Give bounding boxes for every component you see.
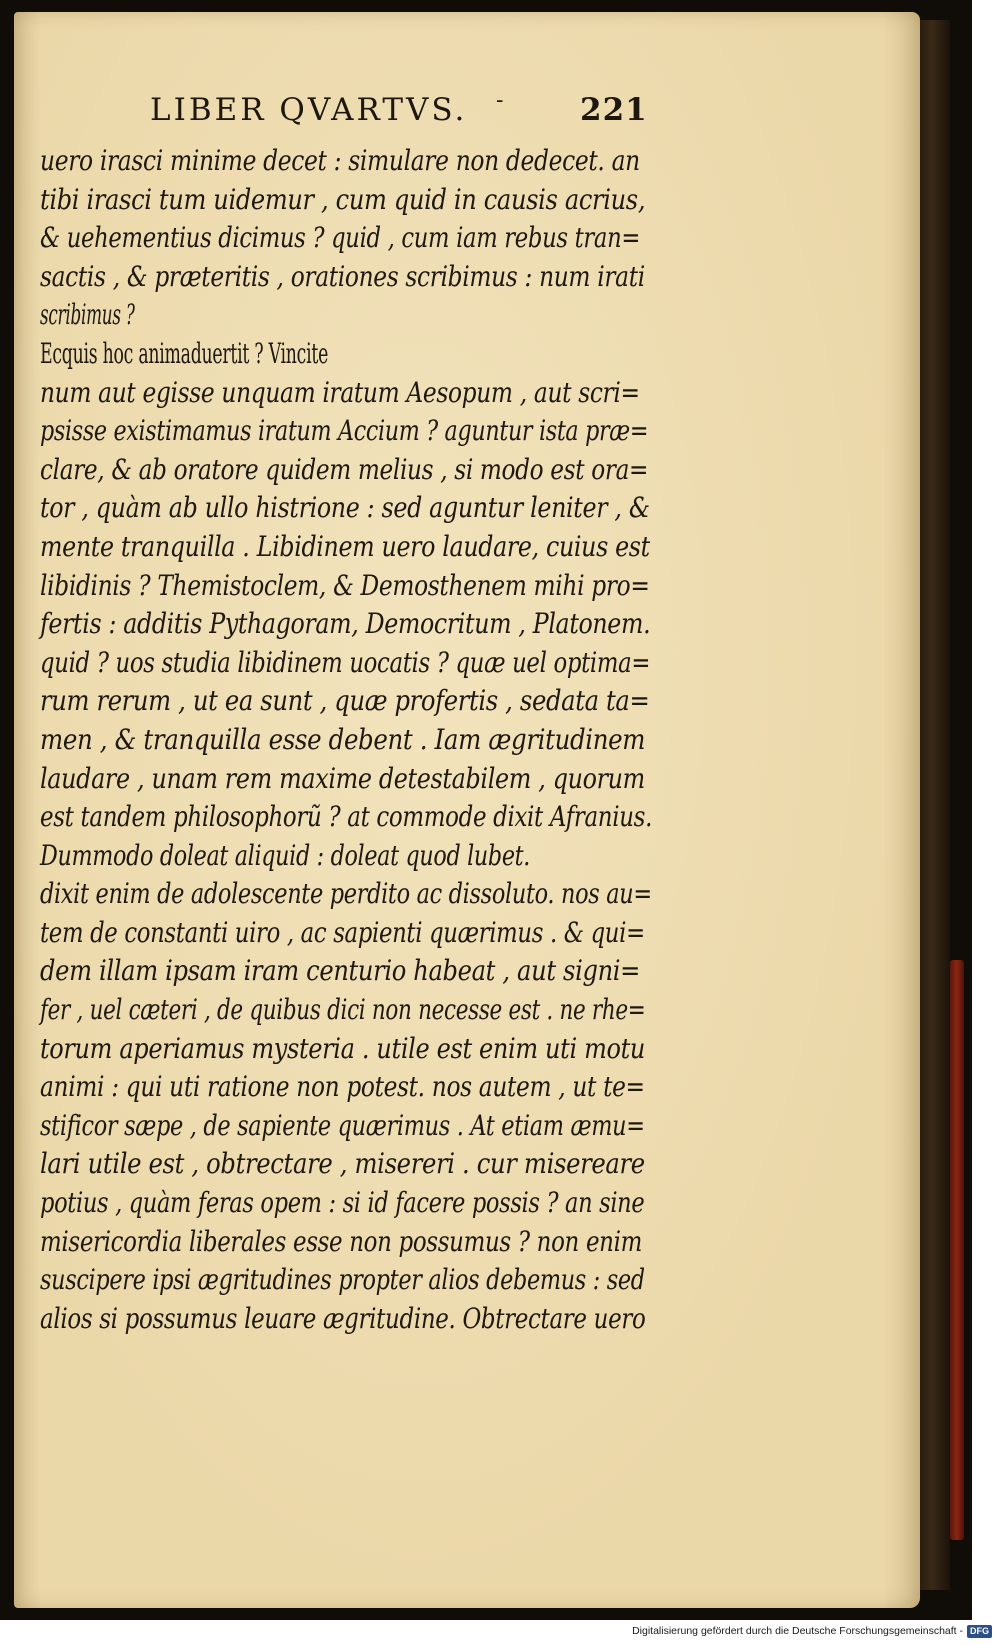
running-head-title: LIBER QVARTVS. (150, 92, 468, 128)
text-line: rum rerum , ut ea sunt , quæ profertis , sedata ta= (40, 684, 650, 718)
running-head-dash: - (496, 88, 507, 113)
text-line: fer , uel cæteri , de quibus dici non necesse est . ne rhe= (40, 993, 646, 1027)
text-line: lari utile est , obtrectare , misereri . cur misereare (40, 1147, 645, 1181)
text-line: est tandem philosophorũ ? at commode dixit Afranius. (40, 800, 653, 834)
body-text (40, 142, 680, 1338)
text-line: clare, & ab oratore quidem melius , si modo est ora= (40, 452, 649, 486)
text-line: stificor sæpe , de sapiente quærimus . At etiam æmu= (40, 1108, 645, 1142)
text-line: mente tranquilla . Libidinem uero laudare, cuius est (40, 529, 650, 563)
text-line: Dummodo doleat aliquid : doleat quod lubet. (40, 838, 531, 872)
text-line: quid ? uos studia libidinem uocatis ? quæ uel optima= (40, 645, 651, 679)
text-line: laudare , unam rem maxime detestabilem , quorum (40, 761, 645, 795)
book-page (14, 12, 920, 1608)
text-line: Ecquis hoc animaduertit ? Vincite (40, 336, 329, 370)
dfg-logo: DFG (967, 1625, 992, 1638)
text-line: & uehementius dicimus ? quid , cum iam rebus tran= (40, 221, 641, 255)
text-line: tem de constanti uiro , ac sapienti quærimus . & qui= (40, 915, 645, 949)
text-line: dixit enim de adolescente perdito ac dissoluto. nos au= (40, 877, 652, 911)
text-line: men , & tranquilla esse debent . Iam ægritudinem (40, 722, 646, 756)
page-number: 221 (580, 92, 648, 128)
text-line: libidinis ? Themistoclem, & Demosthenem mihi pro= (40, 568, 650, 602)
text-line: misericordia liberales esse non possumus ? non enim (40, 1224, 642, 1258)
text-line: potius , quàm feras opem : si id facere possis ? an sine (40, 1186, 645, 1220)
text-line: alios si possumus leuare ægritudine. Obtrectare uero (40, 1301, 646, 1335)
text-line: fertis : additis Pythagoram, Democritum , Platonem. (40, 607, 651, 641)
text-line: animi : qui uti ratione non potest. nos autem , ut te= (40, 1070, 645, 1104)
digitization-credit-text: Digitalisierung gefördert durch die Deutsche Forschungsgemeinschaft - (632, 1625, 963, 1637)
text-line: suscipere ipsi ægritudines propter alios debemus : sed (40, 1263, 645, 1297)
text-line: uero irasci minime decet : simulare non dedecet. an (40, 144, 640, 177)
bookmark-ribbon (950, 960, 964, 1540)
text-line: torum aperiamus mysteria . utile est enim uti motu (40, 1031, 646, 1065)
text-line: tibi irasci tum uidemur , cum quid in causis acrius, (40, 182, 646, 216)
running-head (150, 86, 670, 138)
book-edge (920, 20, 950, 1590)
text-line: sactis , & præteritis , orationes scribimus : num irati (40, 259, 645, 293)
text-line: num aut egisse unquam iratum Aesopum , aut scri= (40, 375, 640, 409)
text-line: dem illam ipsam iram centurio habeat , aut signi= (40, 954, 641, 988)
text-line: tor , quàm ab ullo histrione : sed aguntur leniter , & (40, 491, 650, 525)
digitization-credit (600, 1625, 992, 1641)
text-line: psisse existimamus iratum Accium ? aguntur ista præ= (40, 414, 649, 448)
text-line: scribimus ? (40, 298, 135, 332)
